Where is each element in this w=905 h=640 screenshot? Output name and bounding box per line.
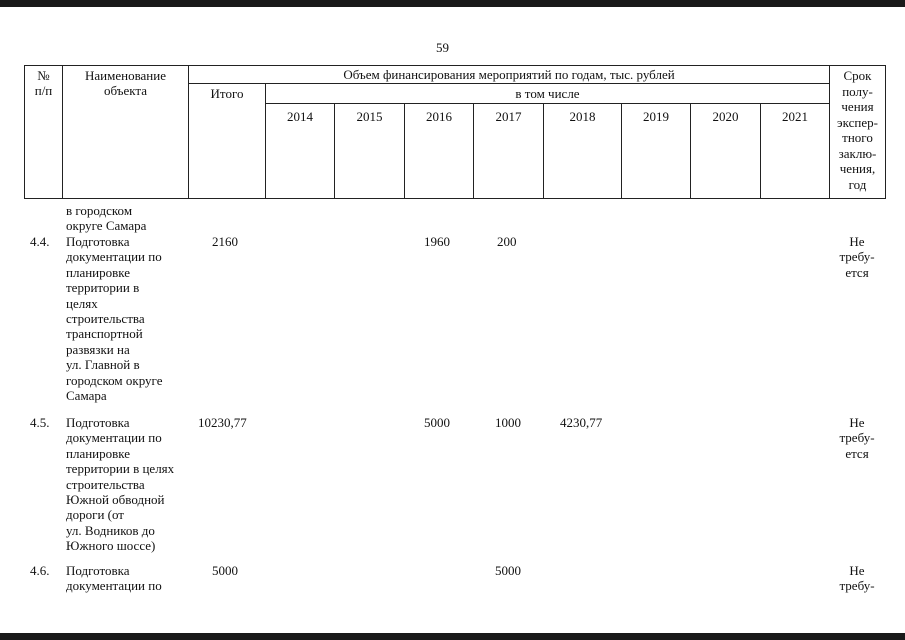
row-2016: 1960 (424, 234, 450, 249)
header-year-2015: 2015 (356, 109, 383, 124)
row-num: 4.4. (30, 234, 50, 249)
row-total: 2160 (212, 234, 238, 249)
header-year-2017: 2017 (495, 109, 522, 124)
row-name: Подготовка документации по планировке территории в целях строительства Южной обводной дороги (от ул. Водников до Южного шоссе) (66, 415, 175, 554)
top-border (0, 0, 905, 7)
header-deadline: Срок полу- чения экспер- тного заклю- чения, год (837, 68, 878, 192)
header-num: № п/п (34, 68, 53, 98)
row-deadline: Не требу- (839, 563, 875, 594)
continued-name: в городском округе Самара (66, 203, 147, 234)
header-year-2019: 2019 (643, 109, 669, 124)
row-deadline: Не требу- ется (839, 234, 875, 280)
row-total: 5000 (212, 563, 238, 578)
header-year-2014: 2014 (287, 109, 313, 124)
row-total: 10230,77 (198, 415, 247, 430)
header-including: в том числе (515, 86, 580, 101)
header-year-2016: 2016 (426, 109, 452, 124)
row-2017: 1000 (495, 415, 521, 430)
row-2017: 5000 (495, 563, 521, 578)
header-total: Итого (210, 86, 244, 101)
row-name: Подготовка документации по планировке территории в целях строительства транспортной развязки на ул. Главной в городском округе Самара (66, 234, 163, 404)
row-deadline: Не требу- ется (839, 415, 875, 461)
row-2016: 5000 (424, 415, 450, 430)
header-year-2021: 2021 (782, 109, 808, 124)
header-year-2018: 2018 (569, 109, 596, 124)
row-2018: 4230,77 (560, 415, 603, 430)
bottom-border (0, 633, 905, 640)
header-name: Наименование объекта (85, 68, 166, 98)
header-year-2020: 2020 (712, 109, 739, 124)
row-name: Подготовка документации по (66, 563, 162, 594)
header-financing: Объем финансирования мероприятий по годам, тыс. рублей (343, 67, 675, 82)
row-num: 4.5. (30, 415, 50, 430)
row-num: 4.6. (30, 563, 50, 578)
page-number: 59 (436, 40, 449, 55)
row-2017: 200 (497, 234, 517, 249)
